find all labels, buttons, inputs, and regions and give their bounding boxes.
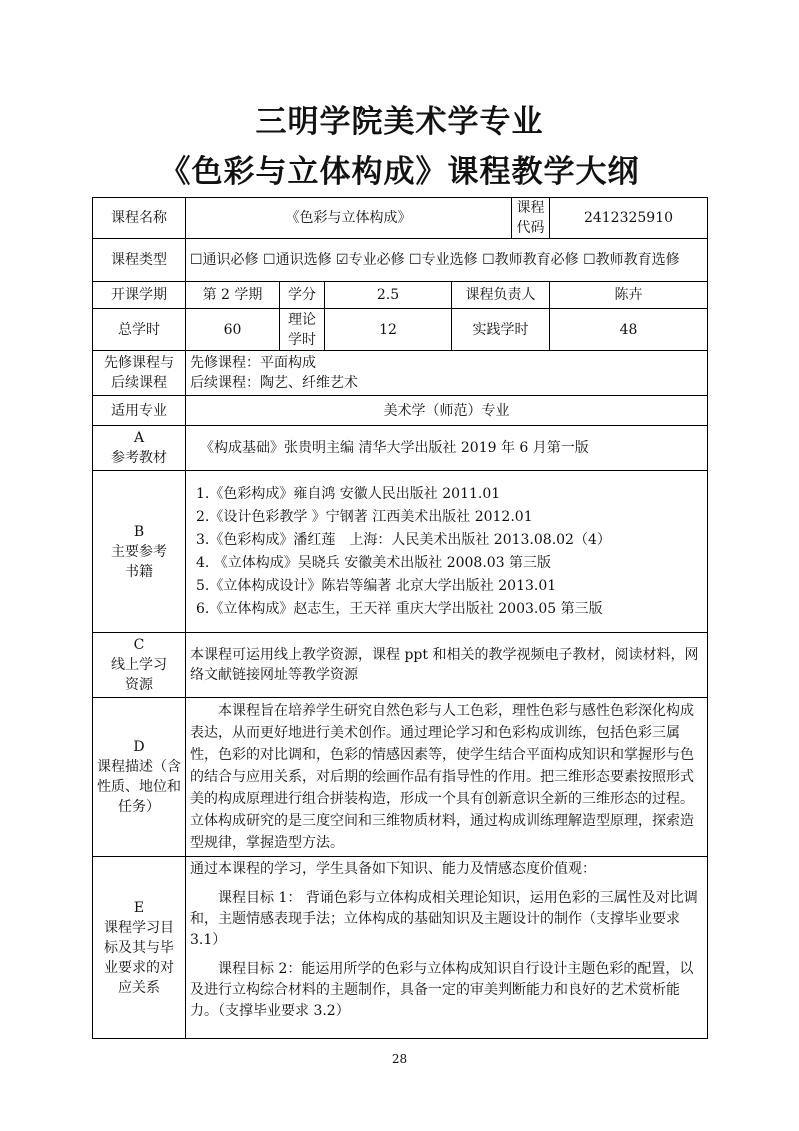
instructor-label: 课程负责人 (452, 282, 550, 309)
theory-hours: 12 (325, 309, 452, 351)
ref-item: 1.《色彩构成》雍自鸿 安徽人民出版社 2011.01 (196, 485, 501, 502)
row-refs (93, 471, 708, 633)
row-course-name (93, 198, 708, 239)
syllabus-table (92, 197, 708, 1039)
online-label-text: 线上学习资源 (111, 657, 167, 693)
major: 美术学（师范）专业 (186, 396, 708, 426)
page-title: 三明学院美术学专业 (255, 104, 544, 140)
type-option[interactable]: ☐通识必修 (190, 252, 259, 268)
type-option[interactable]: ☑专业必修 (336, 252, 405, 268)
online-label (93, 633, 186, 698)
course-description: 本课程旨在培养学生研究自然色彩与人工色彩，理性色彩与感性色彩深化构成表达，从而更好地进行美术创作。通过理论学习和色彩构成训练，包括色彩三属性，色彩的对比调和，色彩的情感因素等，使学生结合平面构成知识和掌握形与色的结合与应用关系，对后期的绘画作品有指导性的作用。把三维形态要素按照形式美的构成原理进行组合拼装构造，形成一个具有创新意识全新的三维形态的过程。立体构成研究的是三度空间和三维物质材料，通过构成训练理解造型原理，探索造型规律，掌握造型方法。 (186, 698, 708, 857)
theory-hours-label: 理论学时 (280, 309, 325, 351)
objective-1: 课程目标 1： 背诵色彩与立体构成相关理论知识，运用色彩的三属性及对比调和，主题情感表现手法；立体构成的基础知识及主题设计的制作（支撑毕业要求 3.1） (190, 890, 698, 948)
refs-label-text: 主要参考书籍 (111, 543, 167, 580)
desc-label (93, 698, 186, 857)
textbook: 《构成基础》张贵明主编 清华大学出版社 2019 年 6 月第一版 (186, 426, 708, 471)
textbook-label (93, 426, 186, 471)
ref-item: 3.《色彩构成》潘红莲 上海：人民美术出版社 2013.08.02（4） (196, 531, 611, 548)
type-option[interactable]: ☐教师教育必修 (482, 252, 579, 268)
semester-label: 开课学期 (93, 282, 186, 309)
obj-label (93, 857, 186, 1039)
course-code: 2412325910 (550, 198, 708, 239)
obj-intro: 通过本课程的学习，学生具备如下知识、能力及情感态度价值观： (190, 861, 596, 877)
online-resources: 本课程可运用线上教学资源，课程 ppt 和相关的教学视频电子教材，阅读材料，网络文献链接网址等教学资源 (186, 633, 708, 698)
credit-label: 学分 (280, 282, 325, 309)
refs-list (186, 471, 708, 633)
row-course-type (93, 239, 708, 282)
course-type-options (186, 239, 708, 282)
desc-label-d: D (133, 739, 145, 755)
page-subtitle: 《色彩与立体构成》课程教学大纲 (159, 154, 640, 190)
row-prereq (93, 351, 708, 396)
practice-hours-label: 实践学时 (452, 309, 550, 351)
type-option[interactable]: ☐教师教育选修 (583, 252, 680, 268)
ref-item: 6.《立体构成》赵志生，王天祥 重庆大学出版社 2003.05 第三版 (196, 600, 603, 617)
row-major (93, 396, 708, 426)
row-online (93, 633, 708, 698)
course-name: 《色彩与立体构成》 (186, 198, 512, 239)
prereq-line: 先修课程：平面构成 (190, 355, 316, 371)
course-type-label: 课程类型 (93, 239, 186, 282)
semester: 第 2 学期 (186, 282, 280, 309)
desc-label-text: 课程描述（含性质、地位和任务） (97, 759, 181, 815)
page-number: 28 (391, 1052, 408, 1066)
type-option[interactable]: ☐通识选修 (263, 252, 332, 268)
row-objectives (93, 857, 708, 1039)
prereq-content (186, 351, 708, 396)
major-label: 适用专业 (93, 396, 186, 426)
refs-label (93, 471, 186, 633)
row-desc (93, 698, 708, 857)
followup-line: 后续课程：陶艺、纤维艺术 (190, 375, 358, 391)
course-code-label: 课程代码 (512, 198, 550, 239)
online-label-c: C (133, 637, 145, 653)
practice-hours: 48 (550, 309, 708, 351)
credit: 2.5 (325, 282, 452, 309)
obj-label-e: E (133, 899, 145, 916)
row-semester (93, 282, 708, 309)
objectives (186, 857, 708, 1039)
total-hours-label: 总学时 (93, 309, 186, 351)
type-option[interactable]: ☐专业选修 (409, 252, 478, 268)
total-hours: 60 (186, 309, 280, 351)
objective-2: 课程目标 2：能运用所学的色彩与立体构成知识自行设计主题色彩的配置，以及进行立构综合材料的主题制作，具备一定的审美判断能力和良好的艺术赏析能力。（支撑毕业要求 3.2） (190, 961, 694, 1019)
course-name-label: 课程名称 (93, 198, 186, 239)
obj-label-text: 课程学习目标及其与毕业要求的对应关系 (104, 919, 174, 996)
ref-item: 5.《立体构成设计》陈岩等编著 北京大学出版社 2013.01 (196, 577, 557, 594)
refs-label-b: B (133, 523, 145, 540)
ref-item: 2.《设计色彩教学 》宁钢著 江西美术出版社 2012.01 (196, 508, 533, 525)
row-hours (93, 309, 708, 351)
ref-item: 4. 《立体构成》吴晓兵 安徽美术出版社 2008.03 第三版 (196, 554, 552, 571)
textbook-label-text: 参考教材 (111, 450, 167, 466)
textbook-label-a: A (133, 430, 145, 446)
prereq-label: 先修课程与后续课程 (93, 351, 186, 396)
instructor: 陈卉 (550, 282, 708, 309)
row-textbook (93, 426, 708, 471)
